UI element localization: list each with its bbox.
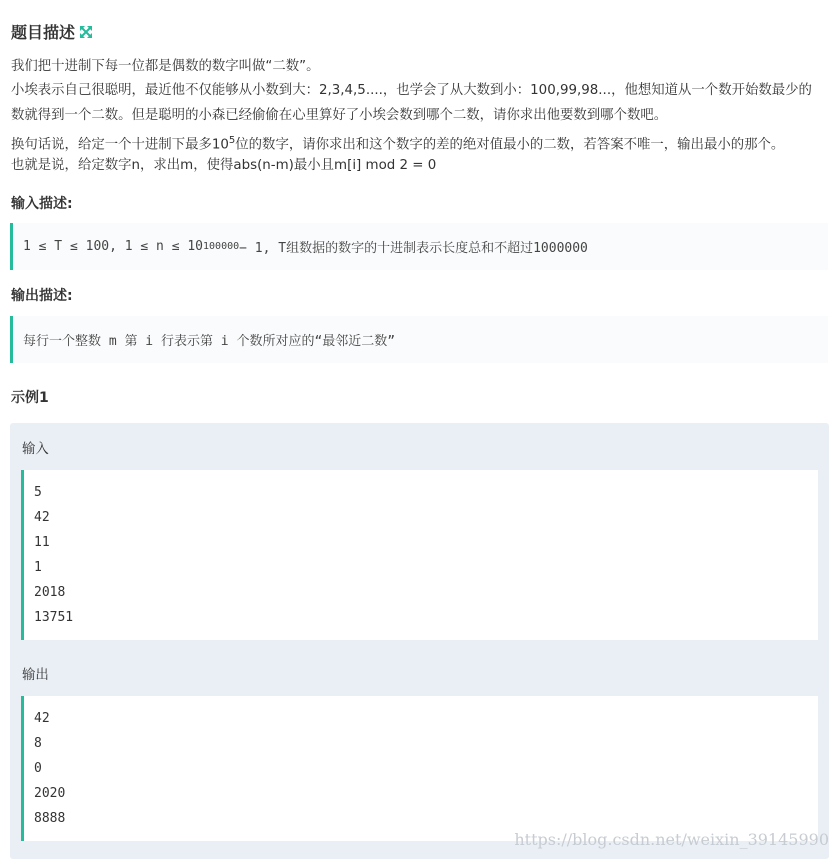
example-input-box[interactable] <box>21 470 818 640</box>
description-line-4-post: 位的数字，请你求出和这个数字的差的绝对值最小的二数，若答案不唯一，输出最小的那个。 <box>235 137 785 153</box>
example-heading: 示例1 <box>11 390 49 406</box>
watermark: https://blog.csdn.net/weixin_39145990 <box>514 830 829 849</box>
example-output-box[interactable] <box>21 696 818 841</box>
example-input-line: 42 <box>34 510 50 525</box>
input-code-post: − 1, T组数据的数字的十进制表示长度总和不超过1000000 <box>239 241 588 256</box>
description-line-5: 也就是说，给定数字n，求出m，使得abs(n-m)最小且m[i] mod 2 = 0 <box>11 158 437 173</box>
title-row <box>11 20 93 43</box>
description-line-4-sup: 5 <box>228 135 236 146</box>
example-panel <box>10 423 829 859</box>
input-description-block <box>10 223 828 270</box>
example-input-line: 13751 <box>34 610 74 625</box>
input-code-pre: 1 ≤ T ≤ 100, 1 ≤ n ≤ 10 <box>23 239 204 254</box>
output-heading: 输出描述: <box>11 288 73 304</box>
example-output-line: 2020 <box>34 786 66 801</box>
example-output-line: 8888 <box>34 811 66 826</box>
example-input-label: 输入 <box>22 442 49 457</box>
output-description-block <box>10 316 828 363</box>
example-input-line: 11 <box>34 535 50 550</box>
output-code: 每行一个整数 m 第 i 行表示第 i 个数所对应的“最邻近二数” <box>23 334 396 349</box>
input-code-sup: 100000 <box>203 241 240 252</box>
input-heading: 输入描述: <box>11 196 73 212</box>
example-input-line: 5 <box>34 485 42 500</box>
description-line-1: 我们把十进制下每一位都是偶数的数字叫做“二数”。 <box>11 59 320 74</box>
page-title: 题目描述 <box>11 23 76 42</box>
description-line-3: 数就得到一个二数。但是聪明的小森已经偷偷在心里算好了小埃会数到哪个二数，请你求出他要数到哪个数吧。 <box>11 108 668 123</box>
description-line-2: 小埃表示自己很聪明，最近他不仅能够从小数到大：2,3,4,5....，也学会了从大数到小：100,99,98...，他想知道从一个数开始数最少的 <box>11 83 812 98</box>
example-input-line: 1 <box>34 560 42 575</box>
description-line-4-pre: 换句话说，给定一个十进制下最多10 <box>11 137 229 153</box>
example-output-label: 输出 <box>22 668 49 683</box>
expand-icon[interactable] <box>79 25 93 39</box>
example-input-line: 2018 <box>34 585 66 600</box>
example-output-line: 8 <box>34 736 42 751</box>
example-output-line: 42 <box>34 711 50 726</box>
example-output-line: 0 <box>34 761 42 776</box>
